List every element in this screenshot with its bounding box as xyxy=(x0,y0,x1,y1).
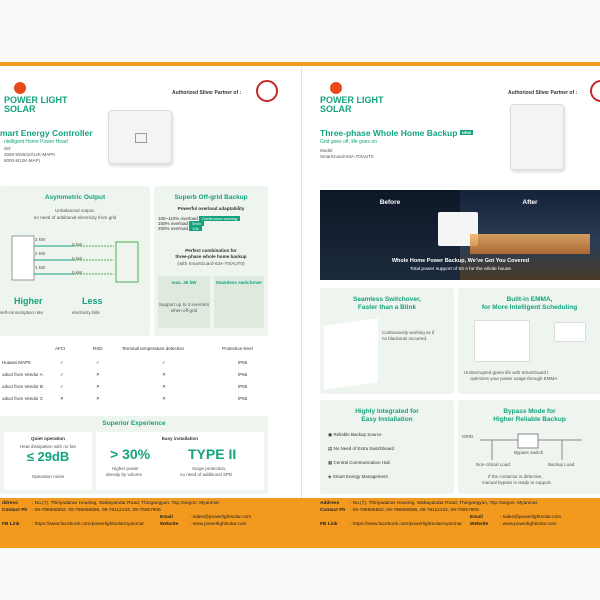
non-critical-label: Non-critical Load xyxy=(476,462,510,467)
model-1: 2000-5/6/8/10/12K-MAP0 xyxy=(4,152,55,157)
load-4: 0 kW xyxy=(72,256,83,261)
bypass-card xyxy=(458,400,600,494)
company-logo: POWER LIGHT SOLAR xyxy=(320,82,384,114)
backup-label: Backup Load xyxy=(548,462,575,467)
model-label: Model: xyxy=(320,148,334,153)
right-email: Email : sales@powerlightsolar.com xyxy=(470,515,562,520)
max-power-box: max. 36 kW Support up to 3 inverters when off-grid xyxy=(158,276,210,328)
product-title: mart Energy Controller xyxy=(0,128,93,138)
device-logo-icon xyxy=(135,133,147,143)
lit-house xyxy=(470,234,590,254)
header-protection: Protection level xyxy=(222,346,253,351)
integ-title-2: Easy Installation xyxy=(361,416,413,423)
emma-device-image xyxy=(554,322,586,342)
integration-card xyxy=(320,400,454,494)
photo-caption: Whole Home Power Backup, We've Got You Covered xyxy=(391,258,530,264)
integ-title-1: Highly Integrated for xyxy=(355,408,419,415)
feature-item: ◈ Smart Energy Management xyxy=(328,474,388,479)
right-page xyxy=(301,66,600,544)
inverter-icon xyxy=(12,236,34,280)
asym-text-2: no need of additional electricity from grid xyxy=(33,215,117,220)
left-website: Website : www.powerlightsolar.com xyxy=(160,522,247,527)
authorized-partner-text: Authorized Silver Partner of : xyxy=(172,90,242,96)
energy-icon: ◈ xyxy=(328,474,332,479)
superior-title: Superior Experience xyxy=(102,420,166,427)
asym-title: Asymmetric Output xyxy=(44,194,106,201)
switchboard-icon: ▤ xyxy=(328,446,333,451)
load-3: 2 kW xyxy=(35,251,46,256)
less-sub: electricity bills xyxy=(72,310,100,315)
comparison-table: AFCI RSD Terminal temperature detection Protection level Huawei MAP0 ✓ ✓ ✓ IP66 oduct from Vendor A ✓ ✕ ✕ IP66 oduct from Vendor B ✓ ✕ ✕ IP65 oduct from Vendor C ✕ ✕ ✕ IP65 xyxy=(0,344,268,412)
brochure-spread xyxy=(0,62,600,548)
right-address: Address : No.(7), Thiriyadanar Housing, Wabayandar Road, Thingangyun, Tsp,Yangon, Myanmar xyxy=(320,501,538,506)
emma-card xyxy=(458,288,600,394)
seamless-card xyxy=(320,288,454,394)
feature-item: ▦ Central Communication Hub xyxy=(328,460,391,465)
less-label: Less xyxy=(82,296,103,306)
load-6: 0 kW xyxy=(72,270,83,275)
cabinet-image xyxy=(474,320,530,362)
perfect-1: Perfect combination for xyxy=(185,248,237,253)
header-rsd: RSD xyxy=(93,346,103,351)
left-email: Email : sales@powerlightsolar.com xyxy=(160,515,252,520)
header-afci: AFCI xyxy=(55,346,66,351)
seamless-title-2: Faster than a Blink xyxy=(357,304,417,311)
left-page xyxy=(0,66,299,544)
before-after-photo xyxy=(320,190,600,280)
load-5: 1 kW xyxy=(35,265,46,270)
right-contact: Contact Ph : 09-798666562, 09-796666596, 09-76112134, 09-75057906 xyxy=(320,508,479,513)
left-address: ddress : No.(7), Thiriyadanar Housing, Wabayandar Road, Thingangyun, Tsp,Yangon, Myanmar xyxy=(2,501,220,506)
density-value: > 30% xyxy=(110,446,151,462)
switch-label: Bypass Switch xyxy=(514,450,544,455)
logo-sun-icon xyxy=(14,82,26,94)
hub-icon: ▦ xyxy=(328,460,333,465)
emma-title-1: Built-in EMMA, xyxy=(506,296,553,303)
seamless-title-1: Seamless Switchover, xyxy=(353,296,421,303)
product-subtitle: ntelligent Home Power Heart xyxy=(4,139,68,145)
seamless-box: Seamless switchover xyxy=(214,276,264,328)
asym-text-1: Unbalanced output, xyxy=(55,208,95,213)
model-2: 5000-8/12K-MAP) xyxy=(4,158,41,163)
new-badge: NEW xyxy=(461,130,472,135)
header-temp: Terminal temperature detection xyxy=(122,346,185,351)
bypass-title-2: Higher Reliable Backup xyxy=(493,416,566,423)
left-contact: Contact Ph : 09-798666562, 09-796666596, 09-76112134, 09-75057906 xyxy=(2,508,161,513)
overload-row: 100~110% overload Continuous working xyxy=(158,216,240,221)
noise-value: ≤ 29dB xyxy=(26,449,70,464)
grid-label: GRID xyxy=(462,434,474,439)
install-box: Easy installation > 30% Higher power density by volume TYPE II Surge protection, no need of additional SPD xyxy=(96,432,264,490)
offgrid-subtitle: Powerful overload adaptability xyxy=(177,206,245,211)
model-label: del: xyxy=(4,146,12,151)
perfect-2: three-phase whole home backup xyxy=(175,254,247,259)
bypass-title-1: Bypass Mode for xyxy=(503,408,556,415)
feature-item: ▤ No Need of Extra Switchboard xyxy=(328,446,395,451)
overload-row: 150% overload 5min xyxy=(158,221,240,226)
emma-title-2: for More Intelligent Scheduling xyxy=(481,304,578,311)
asymmetric-output-card xyxy=(0,186,150,336)
company-logo: POWER LIGHT SOLAR xyxy=(4,82,68,114)
switch-image xyxy=(324,318,378,390)
model-value: SmartGuard-63A-T0/AUT0 xyxy=(320,154,374,159)
load-1: 3 kW xyxy=(35,237,46,242)
overload-row: 200% overload 10s xyxy=(158,226,240,231)
emma-text-1: Uninterrupted green life with SmartGuard t xyxy=(464,370,549,375)
product-title: Three-phase Whole Home Backup $^{NEW}$ xyxy=(320,128,472,138)
load-2: 0 kW xyxy=(72,242,83,247)
overload-table xyxy=(158,216,240,231)
authorized-partner-text: Authorized Silver Partner of : xyxy=(508,90,578,96)
contact-footer xyxy=(0,498,600,548)
surge-value: TYPE II xyxy=(188,446,237,462)
logo-sun-icon xyxy=(330,82,342,94)
right-fb: FB Link : https://www.facebook.com/powerlightsolarmyanmar xyxy=(320,522,462,527)
battery-icon: ▣ xyxy=(328,432,333,437)
huawei-seal-icon xyxy=(256,80,278,102)
offgrid-backup-card xyxy=(154,186,268,336)
seamless-text-2: no blackouts occurred. xyxy=(382,336,428,341)
controller-image xyxy=(108,110,172,164)
smartguard-image xyxy=(510,104,564,170)
feature-item: ▣ Reliable Backup Source xyxy=(328,432,382,437)
bypass-text-1: If the contactor is defective, xyxy=(488,474,543,479)
higher-sub: self-consumption rate xyxy=(0,310,44,315)
after-label: After xyxy=(522,199,538,206)
offgrid-title: Superb Off-grid Backup xyxy=(174,194,248,201)
quiet-box: Quiet operation Heat dissipation with no fan ≤ 29dB Operation noise xyxy=(4,432,92,490)
emma-text-2: optimizes your power usage through EMMA xyxy=(470,376,558,381)
left-fb: FB Link : https://www.facebook.com/powerlightsolarmyanmar xyxy=(2,522,144,527)
huawei-seal-icon xyxy=(590,80,600,102)
photo-caption-2: Total power support of 63 A for the whole house xyxy=(409,267,512,272)
product-subtitle: Grid goes off, life goes on xyxy=(320,139,377,145)
before-label: Before xyxy=(379,199,401,206)
grid-tower-icon xyxy=(116,242,138,282)
perfect-3: (with SmartGuard-63A-T0/AUT0) xyxy=(177,261,245,266)
bypass-text-2: manual bypass is ready to support. xyxy=(482,480,552,485)
superior-experience-card xyxy=(0,416,268,494)
seamless-text-1: Continuously working as if xyxy=(382,330,435,335)
higher-label: Higher xyxy=(14,296,43,306)
right-website: Website : www.powerlightsolar.com xyxy=(470,522,557,527)
